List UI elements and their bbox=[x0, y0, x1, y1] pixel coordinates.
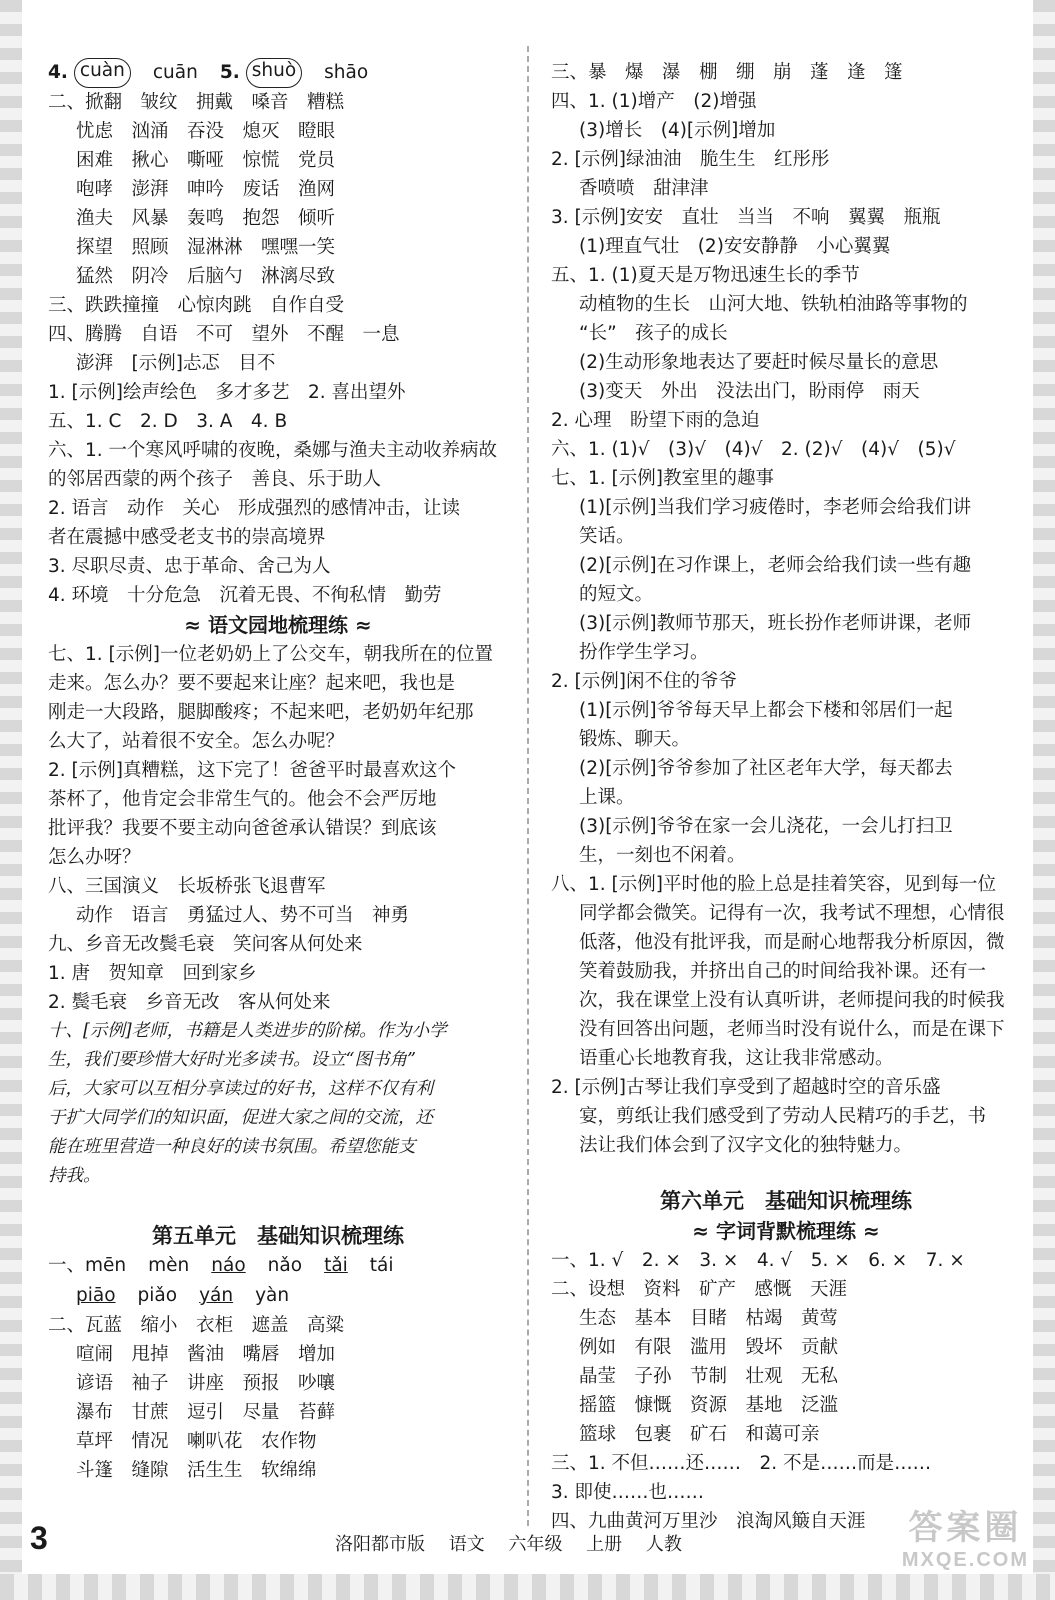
watermark bbox=[902, 1500, 1029, 1572]
answer-line: 例如 有限 滥用 毁坏 贡献 bbox=[579, 1337, 839, 1358]
left-answer-lines-2 bbox=[48, 1311, 508, 1485]
bottom-decorative-border bbox=[0, 1574, 1055, 1600]
answer-line: 2. 语言 动作 关心 形成强烈的感情冲击，让读 bbox=[48, 498, 461, 519]
pinyin-answer-row bbox=[48, 58, 508, 88]
answer-line: 五、1. (1)夏天是万物迅速生长的季节 bbox=[551, 265, 860, 286]
answer-line: 二、瓦蓝 缩小 衣柜 遮盖 高粱 bbox=[48, 1315, 345, 1336]
pinyin: piǎo bbox=[137, 1285, 178, 1306]
watermark-logo: 答案圈 bbox=[908, 1509, 1023, 1547]
answer-line: 么大了，站着很不安全。怎么办呢？ bbox=[48, 731, 345, 752]
answer-line: 七、1. [示例]一位老奶奶上了公交车，朝我所在的位置 bbox=[48, 644, 493, 665]
answer-line: 走来。怎么办？要不要起来让座？起来吧，我也是 bbox=[48, 673, 456, 694]
answer-line: 2. [示例]古琴让我们享受到了超越时空的音乐盛 bbox=[551, 1077, 941, 1098]
pinyin: 一、mēn bbox=[48, 1255, 127, 1276]
answer-line: 四、腾腾 自语 不可 望外 不醒 一息 bbox=[48, 324, 400, 345]
pinyin: mèn bbox=[148, 1255, 190, 1276]
answer-line: 锻炼、聊天。 bbox=[579, 729, 691, 750]
answer-line: 2. 鬓毛衰 乡音无改 客从何处来 bbox=[48, 992, 331, 1013]
circled-pinyin: cuàn bbox=[74, 58, 131, 88]
answer-line: (3)[示例]教师节那天，班长扮作老师讲课，老师 bbox=[579, 613, 972, 634]
pinyin: yàn bbox=[255, 1285, 290, 1306]
unit6-heading: 第六单元 基础知识梳理练 bbox=[660, 1189, 912, 1213]
answer-line: “长” 孩子的成长 bbox=[579, 323, 728, 344]
answer-line: 渔夫 风暴 轰鸣 抱怨 倾听 bbox=[76, 208, 336, 229]
pinyin: náo bbox=[211, 1255, 246, 1276]
pinyin: cuān bbox=[152, 62, 198, 83]
answer-line: 4. 环境 十分危急 沉着无畏、不徇私情 勤劳 bbox=[48, 585, 442, 606]
answer-line: (3)增长 (4)[示例]增加 bbox=[579, 120, 776, 141]
answer-line: 困难 揪心 嘶哑 惊慌 党员 bbox=[76, 150, 336, 171]
answer-line: 忧虑 汹涌 吞没 熄灭 瞪眼 bbox=[76, 121, 336, 142]
answer-line: 动植物的生长 山河大地、铁轨柏油路等事物的 bbox=[579, 294, 968, 315]
answer-line: 斗篷 缝隙 活生生 软绵绵 bbox=[76, 1460, 317, 1481]
item-number: 5. bbox=[219, 62, 240, 83]
answer-line: (1)[示例]爷爷每天早上都会下楼和邻居们一起 bbox=[579, 700, 953, 721]
answer-line: 生，我们要珍惜大好时光多读书。设立“图书角” bbox=[48, 1050, 416, 1070]
right-decorative-border bbox=[1033, 0, 1055, 1600]
answer-line: 三、1. 不但……还…… 2. 不是……而是…… bbox=[551, 1453, 932, 1474]
answer-line: 1. [示例]绘声绘色 多才多艺 2. 喜出望外 bbox=[48, 382, 406, 403]
answer-line: 3. 尽职尽责、忠于革命、舍己为人 bbox=[48, 556, 331, 577]
answer-line: 低落，他没有批评我，而是耐心地帮我分析原因，微 bbox=[579, 932, 1005, 953]
answer-line: 能在班里营造一种良好的读书氛围。希望您能支 bbox=[48, 1137, 416, 1157]
answer-line: 草坪 情况 喇叭花 农作物 bbox=[76, 1431, 317, 1452]
left-answer-lines bbox=[48, 88, 508, 1191]
answer-line: 篮球 包裹 矿石 和蔼可亲 bbox=[579, 1424, 820, 1445]
answer-line: 3. [示例]安安 直壮 当当 不响 翼翼 瓶瓶 bbox=[551, 207, 941, 228]
answer-line: 同学都会微笑。记得有一次，我考试不理想，心情很 bbox=[579, 903, 1005, 924]
answer-line: 十、[示例]老师，书籍是人类进步的阶梯。作为小学 bbox=[48, 1021, 447, 1041]
page-number: 3 bbox=[30, 1520, 48, 1556]
pinyin: tái bbox=[369, 1255, 394, 1276]
answer-line: 六、1. (1)√ (3)√ (4)√ 2. (2)√ (4)√ (5)√ bbox=[551, 439, 956, 460]
answer-line: 没有回答出问题，老师当时没有说什么，而是在课下 bbox=[579, 1019, 1005, 1040]
answer-line: (1)理直气壮 (2)安安静静 小心翼翼 bbox=[579, 236, 891, 257]
answer-line: 动作 语言 勇猛过人、势不可当 神勇 bbox=[76, 905, 410, 926]
section-heading: ≈ 语文园地梳理练 ≈ bbox=[184, 613, 372, 637]
answer-line: 的短文。 bbox=[579, 584, 654, 605]
left-column bbox=[48, 58, 508, 1485]
answer-line: 上课。 bbox=[579, 787, 635, 808]
right-column bbox=[551, 58, 1021, 1536]
answer-line: (3)变天 外出 没法出门，盼雨停 雨天 bbox=[579, 381, 920, 402]
answer-line: 宴，剪纸让我们感受到了劳动人民精巧的手艺，书 bbox=[579, 1106, 987, 1127]
answer-line: 者在震撼中感受老支书的崇高境界 bbox=[48, 527, 326, 548]
answer-line: 于扩大同学们的知识面，促进大家之间的交流，还 bbox=[48, 1108, 433, 1128]
answer-line: 笑话。 bbox=[579, 526, 635, 547]
answer-line: 茶杯了，他肯定会非常生气的。他会不会严厉地 bbox=[48, 789, 437, 810]
answer-line: 法让我们体会到了汉字文化的独特魅力。 bbox=[579, 1135, 913, 1156]
answer-line: 八、1. [示例]平时他的脸上总是挂着笑容，见到每一位 bbox=[551, 874, 996, 895]
answer-line: 的邻居西蒙的两个孩子 善良、乐于助人 bbox=[48, 469, 382, 490]
sub-heading: ≈ 字词背默梳理练 ≈ bbox=[692, 1219, 880, 1243]
item-number: 4. bbox=[48, 62, 68, 83]
answer-line: 八、三国演义 长坂桥张飞退曹军 bbox=[48, 876, 326, 897]
answer-line: 生，一刻也不闲着。 bbox=[579, 845, 746, 866]
answer-line: 九、乡音无改鬓毛衰 笑问客从何处来 bbox=[48, 934, 363, 955]
pinyin: nǎo bbox=[267, 1255, 303, 1276]
answer-line: 2. [示例]真糟糕，这下完了！爸爸平时最喜欢这个 bbox=[48, 760, 456, 781]
answer-line: 一、1. √ 2. × 3. × 4. √ 5. × 6. × 7. × bbox=[551, 1250, 965, 1271]
answer-line: 摇篮 慷慨 资源 基地 泛滥 bbox=[579, 1395, 839, 1416]
answer-line: 批评我？我要不要主动向爸爸承认错误？到底该 bbox=[48, 818, 437, 839]
answer-line: 后，大家可以互相分享读过的好书，这样不仅有利 bbox=[48, 1079, 433, 1099]
answer-line: 六、1. 一个寒风呼啸的夜晚，桑娜与渔夫主动收养病故 bbox=[48, 440, 498, 461]
unit5-heading: 第五单元 基础知识梳理练 bbox=[152, 1224, 404, 1248]
answer-line: 笑着鼓励我，并挤出自己的时间给我补课。还有一 bbox=[579, 961, 987, 982]
answer-line: (2)[示例]爷爷参加了社区老年大学，每天都去 bbox=[579, 758, 953, 779]
pinyin: shāo bbox=[324, 62, 369, 83]
answer-line: 语重心长地教育我，这让我非常感动。 bbox=[579, 1048, 894, 1069]
answer-line: 晶莹 子孙 节制 壮观 无私 bbox=[579, 1366, 839, 1387]
left-decorative-border bbox=[0, 0, 22, 1600]
pinyin: piāo bbox=[76, 1285, 116, 1306]
answer-line: 持我。 bbox=[48, 1166, 101, 1186]
answer-line: 谚语 袖子 讲座 预报 吵嚷 bbox=[76, 1373, 336, 1394]
watermark-url: MXQE.COM bbox=[901, 1549, 1029, 1571]
answer-line: 香喷喷 甜津津 bbox=[579, 178, 709, 199]
answer-line: 喧闹 甩掉 酱油 嘴唇 增加 bbox=[76, 1344, 336, 1365]
answer-line: 1. 唐 贺知章 回到家乡 bbox=[48, 963, 257, 984]
answer-line: (3)[示例]爷爷在家一会儿浇花，一会儿打扫卫 bbox=[579, 816, 953, 837]
answer-line: 2. [示例]绿油油 脆生生 红彤彤 bbox=[551, 149, 830, 170]
answer-line: 瀑布 甘蔗 逗引 尽量 苔藓 bbox=[76, 1402, 336, 1423]
pinyin-row-1 bbox=[48, 1251, 508, 1281]
answer-line: 二、掀翻 皱纹 拥戴 嗓音 糟糕 bbox=[48, 92, 345, 113]
column-divider bbox=[527, 46, 529, 1526]
pinyin: yán bbox=[199, 1285, 234, 1306]
pinyin: tǎi bbox=[324, 1255, 348, 1276]
answer-line: 2. [示例]闲不住的爷爷 bbox=[551, 671, 737, 692]
answer-line: 次，我在课堂上没有认真听讲，老师提问我的时候我 bbox=[579, 990, 1005, 1011]
right-answer-lines bbox=[551, 58, 1021, 1160]
answer-line: 二、设想 资料 矿产 感慨 天涯 bbox=[551, 1279, 848, 1300]
right-answer-lines-2 bbox=[551, 1246, 1021, 1536]
answer-line: 三、跌跌撞撞 心惊肉跳 自作自受 bbox=[48, 295, 345, 316]
answer-line: 三、暴 爆 瀑 棚 绷 崩 蓬 逢 篷 bbox=[551, 62, 903, 83]
answer-line: (2)[示例]在习作课上，老师会给我们读一些有趣 bbox=[579, 555, 972, 576]
answer-line: 2. 心理 盼望下雨的急迫 bbox=[551, 410, 760, 431]
answer-line: 咆哮 澎湃 呻吟 废话 渔网 bbox=[76, 179, 336, 200]
pinyin-row-2 bbox=[48, 1281, 508, 1311]
answer-line: 猛然 阴冷 后脑勺 淋漓尽致 bbox=[76, 266, 336, 287]
answer-line: 扮作学生学习。 bbox=[579, 642, 709, 663]
answer-line: (1)[示例]当我们学习疲倦时，李老师会给我们讲 bbox=[579, 497, 972, 518]
answer-line: 刚走一大段路，腿脚酸疼；不起来吧，老奶奶年纪那 bbox=[48, 702, 474, 723]
answer-line: (2)生动形象地表达了要赶时候尽量长的意思 bbox=[579, 352, 939, 373]
answer-line: 四、1. (1)增产 (2)增强 bbox=[551, 91, 757, 112]
answer-line: 四、九曲黄河万里沙 浪淘风簸自天涯 bbox=[551, 1511, 866, 1532]
answer-line: 探望 照顾 湿淋淋 嘿嘿一笑 bbox=[76, 237, 336, 258]
answer-line: 3. 即使……也…… bbox=[551, 1482, 705, 1503]
answer-line: 五、1. C 2. D 3. A 4. B bbox=[48, 411, 288, 432]
footer-edition-text: 洛阳都市版 语文 六年级 上册 人教 bbox=[335, 1534, 682, 1555]
answer-line: 澎湃 [示例]忐忑 目不 bbox=[76, 353, 276, 374]
answer-line: 怎么办呀？ bbox=[48, 847, 141, 868]
answer-line: 生态 基本 目睹 枯竭 黄莺 bbox=[579, 1308, 839, 1329]
circled-pinyin: shuò bbox=[246, 58, 302, 88]
answer-line: 七、1. [示例]教室里的趣事 bbox=[551, 468, 774, 489]
